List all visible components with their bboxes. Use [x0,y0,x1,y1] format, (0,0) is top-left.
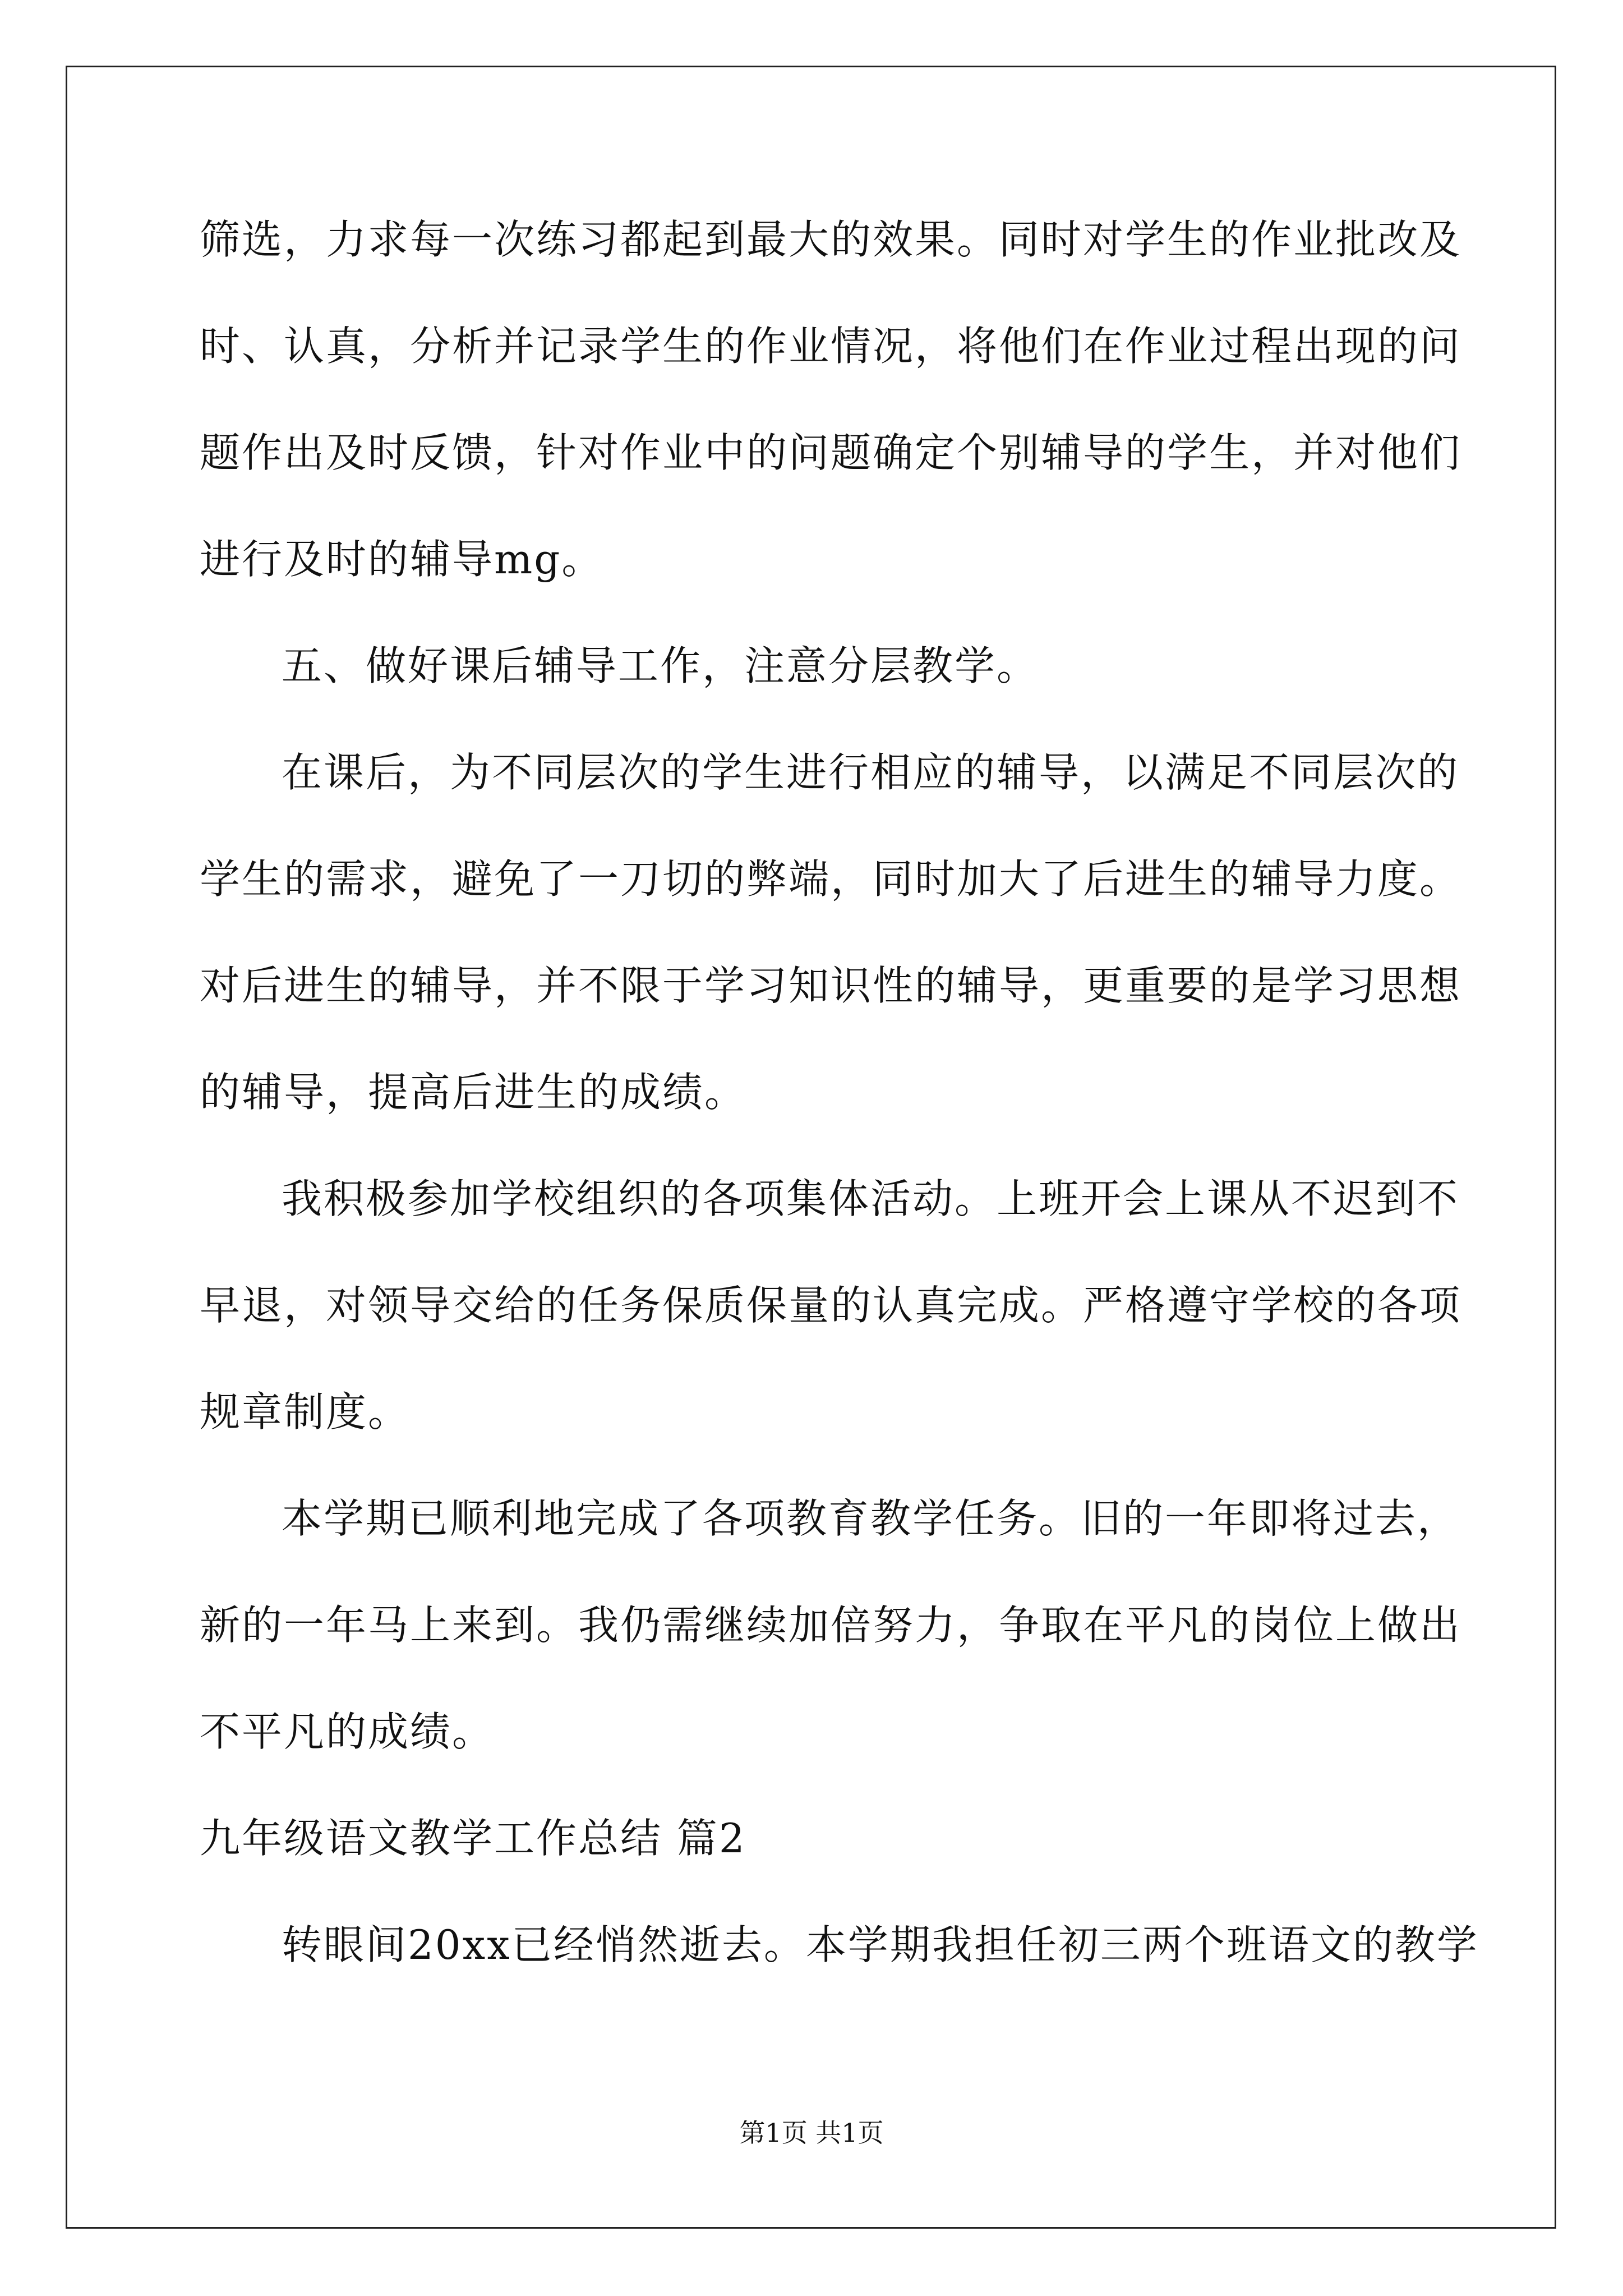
paragraph-line: 转眼间20xx已经悄然逝去。本学期我担任初三两个班语文的教学 [282,1921,1479,1968]
article-title: 九年级语文教学工作总结 篇2 [200,1815,746,1862]
paragraph-line: 学生的需求，避免了一刀切的弊端，同时加大了后进生的辅导力度。 [200,855,1462,903]
paragraph-line: 早退，对领导交给的任务保质保量的认真完成。严格遵守学校的各项 [200,1282,1462,1329]
paragraph-line: 进行及时的辅导mg。 [200,536,604,583]
paragraph-line: 对后进生的辅导，并不限于学习知识性的辅导，更重要的是学习思想 [200,962,1462,1009]
paragraph-line: 新的一年马上来到。我仍需继续加倍努力，争取在平凡的岗位上做出 [200,1602,1462,1649]
paragraph-line: 在课后，为不同层次的学生进行相应的辅导，以满足不同层次的 [282,749,1460,796]
page-border [66,66,1556,2229]
paragraph-line: 我积极参加学校组织的各项集体活动。上班开会上课从不迟到不 [282,1175,1460,1222]
paragraph-line: 本学期已顺利地完成了各项教育教学任务。旧的一年即将过去， [282,1495,1460,1542]
paragraph-line: 不平凡的成绩。 [200,1708,495,1755]
paragraph-line: 规章制度。 [200,1388,411,1435]
page-footer: 第1页 共1页 [739,2118,884,2148]
paragraph-line: 时、认真，分析并记录学生的作业情况，将他们在作业过程出现的问 [200,323,1462,370]
section-heading: 五、做好课后辅导工作，注意分层教学。 [282,642,1039,689]
paragraph-line: 的辅导，提高后进生的成绩。 [200,1069,747,1116]
paragraph-line: 筛选，力求每一次练习都起到最大的效果。同时对学生的作业批改及 [200,216,1462,263]
paragraph-line: 题作出及时反馈，针对作业中的问题确定个别辅导的学生，并对他们 [200,429,1462,476]
